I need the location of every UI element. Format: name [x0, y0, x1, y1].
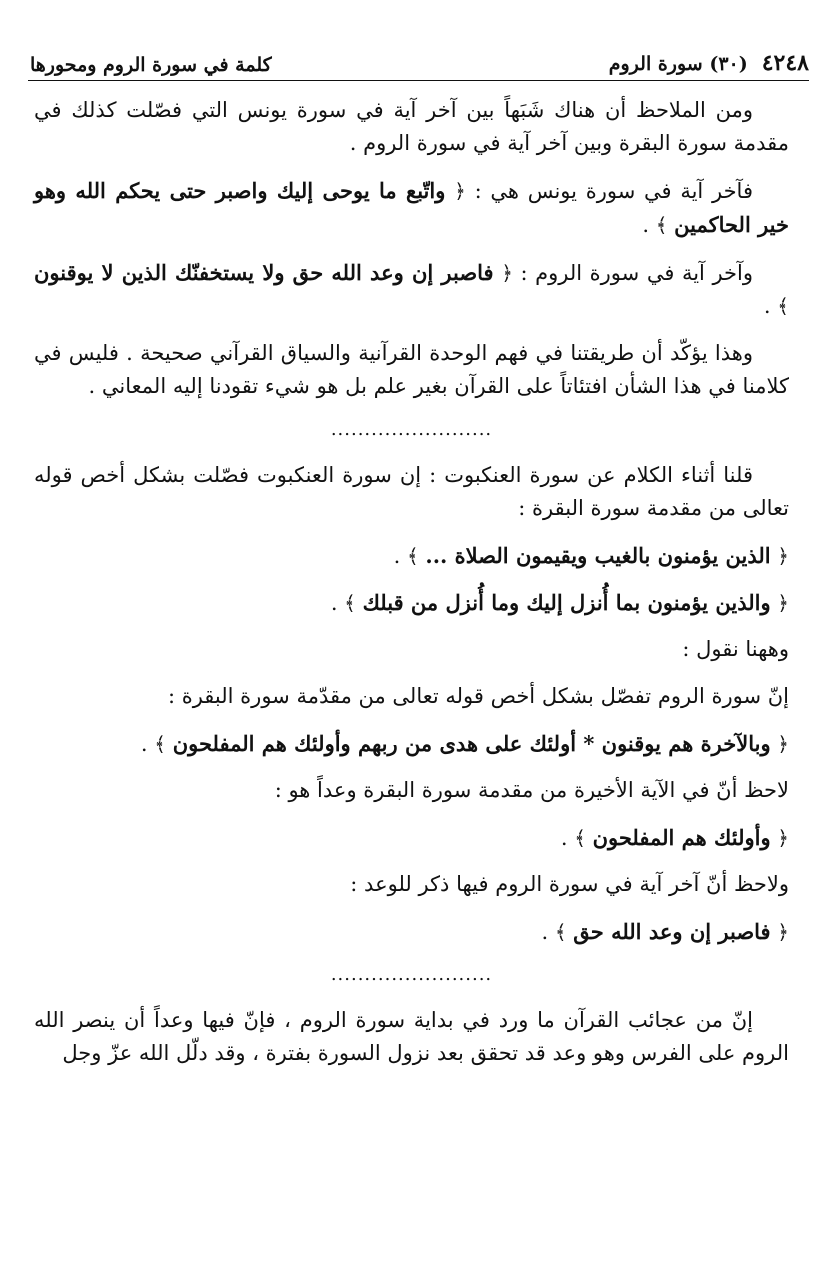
quran-verse-4: وأولئك هم المفلحون — [592, 825, 771, 850]
header-left — [30, 54, 272, 76]
ornate-bracket-close-icon: ﴾ — [655, 213, 668, 237]
section-title: كلمة في سورة الروم ومحورها — [30, 54, 272, 76]
ornate-bracket-close-icon: ﴾ — [407, 544, 419, 568]
full-stop: . — [393, 544, 407, 568]
ornate-bracket-open-icon: ﴿ — [777, 826, 789, 850]
ornate-bracket-open-icon: ﴿ — [454, 179, 466, 203]
quran-verse-yunus: واتّبع ما يوحى إليك واصبر حتى يحكم الله وهو خير الحاكمين — [34, 178, 789, 237]
quran-verse-5: فاصبر إن وعد الله حق — [573, 919, 771, 944]
ornate-bracket-close-icon: ﴾ — [154, 732, 166, 756]
paragraph-4: وهذا يؤكّد أن طريقتنا في فهم الوحدة القرآنية والسياق القرآني صحيحة . فليس في كلامنا في هذا الشأن افتئاتاً على القرآن بغير علم بل هو شيء تقودنا إليه المعاني . — [34, 341, 789, 398]
section-separator: ........................ — [330, 419, 493, 440]
running-header — [30, 40, 809, 76]
full-stop: . — [560, 826, 575, 850]
ornate-bracket-close-icon: ﴾ — [344, 591, 356, 615]
full-stop: . — [330, 591, 345, 615]
ornate-bracket-close-icon: ﴾ — [777, 294, 789, 318]
p3-intro: وآخر آية في سورة الروم : — [520, 261, 753, 285]
page-number: ٤٢٤٨ — [761, 50, 809, 76]
header-right — [609, 50, 809, 76]
ornate-bracket-close-icon: ﴾ — [554, 920, 567, 944]
ornate-bracket-close-icon: ﴾ — [574, 826, 586, 850]
paragraph-3 — [34, 256, 789, 323]
quran-verse-rum: فاصبر إن وعد الله حق ولا يستخفنّك الذين لا يوقنون — [34, 260, 494, 285]
ornate-bracket-open-icon: ﴿ — [501, 261, 513, 285]
full-stop: . — [763, 294, 778, 318]
paragraph-2 — [34, 174, 789, 242]
full-stop: . — [541, 920, 555, 944]
full-stop: . — [140, 732, 155, 756]
paragraph-10: إنّ من عجائب القرآن ما ورد في بداية سورة الروم ، فإنّ فيها وعداً أن ينصر الله الروم على الفرس وهو وعد قد تحقق بعد نزول السورة بفترة ، وقد دلّل الله عزّ وجل — [34, 1008, 789, 1065]
verse-line-3 — [34, 727, 789, 761]
paragraph-9: ولاحظ أنّ آخر آية في سورة الروم فيها ذكر للوعد : — [350, 872, 789, 896]
paragraph-6: وههنا نقول : — [682, 637, 789, 661]
paragraph-5: قلنا أثناء الكلام عن سورة العنكبوت : إن سورة العنكبوت فصّلت بشكل أخص قوله تعالى من مقدمة سورة البقرة : — [34, 463, 789, 520]
quran-verse-1: الذين يؤمنون بالغيب ويقيمون الصلاة ... — [425, 543, 771, 568]
ornate-bracket-open-icon: ﴿ — [777, 591, 789, 615]
ornate-bracket-open-icon: ﴿ — [777, 920, 789, 944]
ornate-bracket-open-icon: ﴿ — [777, 732, 789, 756]
paragraph-1: ومن الملاحظ أن هناك شَبَهاً بين آخر آية في سورة يونس التي فصّلت كذلك في مقدمة سورة البقرة وبين آخر آية في سورة الروم . — [34, 98, 789, 155]
paragraph-7: إنّ سورة الروم تفصّل بشكل أخص قوله تعالى من مقدّمة سورة البقرة : — [167, 684, 789, 708]
paragraph-8: لاحظ أنّ في الآية الأخيرة من مقدمة سورة البقرة وعداً هو : — [274, 778, 789, 802]
page-body — [34, 94, 789, 1084]
surah-reference: (٣٠) سورة الروم — [608, 53, 748, 75]
p2-intro: فآخر آية في سورة يونس هي : — [474, 179, 753, 203]
full-stop: . — [642, 213, 656, 237]
verse-line-5 — [34, 915, 789, 949]
header-rule — [28, 80, 809, 81]
verse-line-1 — [34, 539, 789, 573]
quran-verse-3: وبالآخرة هم يوقنون * أولئك على هدى من ربهم وأولئك هم المفلحون — [172, 731, 771, 756]
quran-verse-2: والذين يؤمنون بما أُنزل إليك وما أُنزل من قبلك — [362, 590, 771, 615]
section-separator-2: ........................ — [330, 964, 493, 985]
ornate-bracket-open-icon: ﴿ — [777, 544, 789, 568]
verse-line-4 — [34, 821, 789, 855]
verse-line-2 — [34, 586, 789, 620]
